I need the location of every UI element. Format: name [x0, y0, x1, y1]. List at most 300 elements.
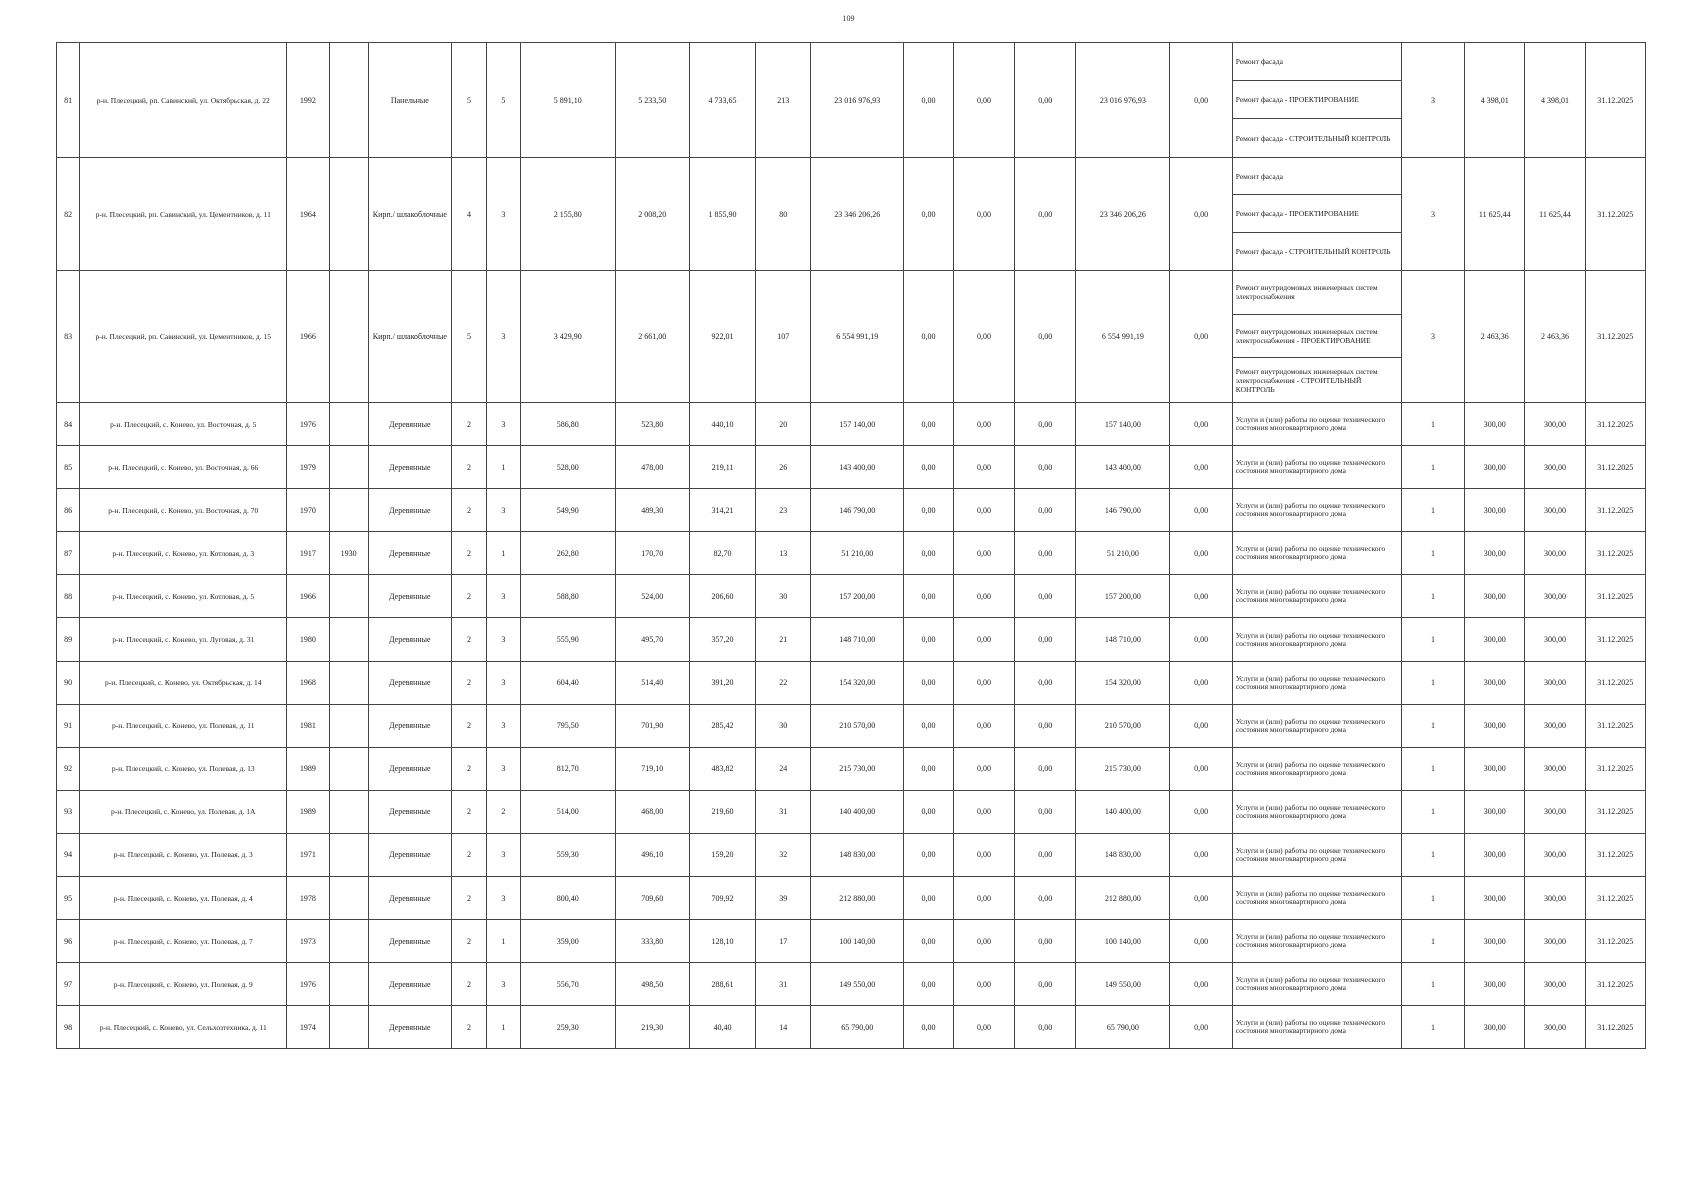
- deadline: 31.12.2025: [1585, 833, 1645, 876]
- total-area: 262,80: [520, 532, 615, 575]
- unit-cost: 300,00: [1465, 747, 1525, 790]
- floors-count: 2: [452, 963, 487, 1006]
- fund-other: 0,00: [1170, 747, 1232, 790]
- address-cell: р-н. Плесецкий, с. Конево, ул. Полевая, д. 9: [80, 963, 287, 1006]
- unit-cost-limit: 300,00: [1525, 790, 1585, 833]
- fund-local: 0,00: [1015, 618, 1076, 661]
- fund-regional: 0,00: [953, 43, 1014, 158]
- fund-owners: 100 140,00: [1076, 920, 1170, 963]
- fund-federal: 0,00: [904, 271, 954, 403]
- fund-federal: 0,00: [904, 403, 954, 446]
- wall-material: Деревянные: [368, 704, 451, 747]
- row-number: 94: [57, 833, 80, 876]
- entrances-count: 1: [486, 920, 520, 963]
- floors-count: 2: [452, 747, 487, 790]
- fund-regional: 0,00: [953, 158, 1014, 271]
- floors-count: 2: [452, 661, 487, 704]
- table-body: [57, 43, 1646, 1049]
- fund-owners: 210 570,00: [1076, 704, 1170, 747]
- unit-cost: 300,00: [1465, 532, 1525, 575]
- wall-material: Деревянные: [368, 833, 451, 876]
- fund-federal: 0,00: [904, 920, 954, 963]
- address-cell: р-н. Плесецкий, с. Конево, ул. Полевая, д. 4: [80, 877, 287, 920]
- premises-area: 514,40: [615, 661, 689, 704]
- total-cost: 51 210,00: [811, 532, 904, 575]
- fund-regional: 0,00: [953, 1006, 1014, 1049]
- premises-area: 719,10: [615, 747, 689, 790]
- row-number: 96: [57, 920, 80, 963]
- unit-cost-limit: 300,00: [1525, 618, 1585, 661]
- fund-local: 0,00: [1015, 403, 1076, 446]
- entrances-count: 3: [486, 271, 520, 403]
- table-row: [57, 446, 1646, 489]
- work-count: 1: [1401, 618, 1464, 661]
- deadline: 31.12.2025: [1585, 532, 1645, 575]
- row-number: 84: [57, 403, 80, 446]
- residents-count: 213: [756, 43, 811, 158]
- table-row: [57, 403, 1646, 446]
- total-area: 812,70: [520, 747, 615, 790]
- fund-federal: 0,00: [904, 43, 954, 158]
- residential-area: 357,20: [689, 618, 756, 661]
- year-reconstruction: [329, 833, 368, 876]
- address-cell: р-н. Плесецкий, с. Конево, ул. Сельхозтехника, д. 11: [80, 1006, 287, 1049]
- unit-cost-limit: 300,00: [1525, 532, 1585, 575]
- fund-other: 0,00: [1170, 446, 1232, 489]
- fund-owners: 157 200,00: [1076, 575, 1170, 618]
- fund-federal: 0,00: [904, 446, 954, 489]
- total-cost: 210 570,00: [811, 704, 904, 747]
- residents-count: 13: [756, 532, 811, 575]
- wall-material: Деревянные: [368, 920, 451, 963]
- floors-count: 5: [452, 271, 487, 403]
- premises-area: 489,30: [615, 489, 689, 532]
- fund-regional: 0,00: [953, 271, 1014, 403]
- fund-federal: 0,00: [904, 575, 954, 618]
- fund-regional: 0,00: [953, 747, 1014, 790]
- entrances-count: 3: [486, 158, 520, 271]
- unit-cost-limit: 300,00: [1525, 833, 1585, 876]
- fund-local: 0,00: [1015, 158, 1076, 271]
- table-row: [57, 271, 1646, 403]
- work-count: 1: [1401, 963, 1464, 1006]
- premises-area: 495,70: [615, 618, 689, 661]
- residential-area: 483,82: [689, 747, 756, 790]
- work-type-item: Ремонт фасада - СТРОИТЕЛЬНЫЙ КОНТРОЛЬ: [1235, 246, 1391, 256]
- premises-area: 2 661,00: [615, 271, 689, 403]
- premises-area: 498,50: [615, 963, 689, 1006]
- wall-material: Деревянные: [368, 575, 451, 618]
- residents-count: 24: [756, 747, 811, 790]
- work-types-cell: Услуги и (или) работы по оценке технического состояния многоквартирного дома: [1232, 661, 1401, 704]
- table-row: [57, 43, 1646, 158]
- table-row: [57, 575, 1646, 618]
- premises-area: 478,00: [615, 446, 689, 489]
- fund-regional: 0,00: [953, 833, 1014, 876]
- table-row: [57, 489, 1646, 532]
- address-cell: р-н. Плесецкий, с. Конево, ул. Октябрьская, д. 14: [80, 661, 287, 704]
- residents-count: 30: [756, 575, 811, 618]
- work-type-item: Ремонт внутридомовых инженерных систем электроснабжения: [1233, 271, 1401, 315]
- work-count: 1: [1401, 489, 1464, 532]
- residential-area: 206,60: [689, 575, 756, 618]
- floors-count: 4: [452, 158, 487, 271]
- unit-cost: 300,00: [1465, 790, 1525, 833]
- work-types-cell: Услуги и (или) работы по оценке технического состояния многоквартирного дома: [1232, 747, 1401, 790]
- fund-other: 0,00: [1170, 618, 1232, 661]
- work-count: 1: [1401, 661, 1464, 704]
- fund-other: 0,00: [1170, 704, 1232, 747]
- entrances-count: 3: [486, 489, 520, 532]
- residents-count: 80: [756, 158, 811, 271]
- year-built: 1964: [287, 158, 329, 271]
- work-count: 1: [1401, 790, 1464, 833]
- unit-cost: 300,00: [1465, 877, 1525, 920]
- address-cell: р-н. Плесецкий, с. Конево, ул. Восточная, д. 5: [80, 403, 287, 446]
- residents-count: 14: [756, 1006, 811, 1049]
- year-built: 1989: [287, 790, 329, 833]
- unit-cost-limit: 300,00: [1525, 446, 1585, 489]
- row-number: 89: [57, 618, 80, 661]
- premises-area: 333,80: [615, 920, 689, 963]
- total-area: 588,80: [520, 575, 615, 618]
- wall-material: Деревянные: [368, 877, 451, 920]
- fund-local: 0,00: [1015, 532, 1076, 575]
- year-built: 1980: [287, 618, 329, 661]
- total-area: 795,50: [520, 704, 615, 747]
- row-number: 97: [57, 963, 80, 1006]
- total-cost: 143 400,00: [811, 446, 904, 489]
- wall-material: Панельные: [368, 43, 451, 158]
- floors-count: 2: [452, 920, 487, 963]
- work-types-cell: Услуги и (или) работы по оценке технического состояния многоквартирного дома: [1232, 489, 1401, 532]
- deadline: 31.12.2025: [1585, 271, 1645, 403]
- deadline: 31.12.2025: [1585, 575, 1645, 618]
- deadline: 31.12.2025: [1585, 704, 1645, 747]
- entrances-count: 3: [486, 618, 520, 661]
- table-row: [57, 158, 1646, 271]
- year-reconstruction: [329, 403, 368, 446]
- fund-regional: 0,00: [953, 661, 1014, 704]
- floors-count: 2: [452, 877, 487, 920]
- fund-regional: 0,00: [953, 532, 1014, 575]
- unit-cost: 300,00: [1465, 920, 1525, 963]
- residential-area: 922,01: [689, 271, 756, 403]
- work-count: 3: [1401, 158, 1464, 271]
- year-built: 1970: [287, 489, 329, 532]
- entrances-count: 3: [486, 575, 520, 618]
- fund-federal: 0,00: [904, 489, 954, 532]
- work-type-item: Ремонт внутридомовых инженерных систем электроснабжения - ПРОЕКТИРОВАНИЕ: [1233, 315, 1401, 359]
- wall-material: Деревянные: [368, 790, 451, 833]
- entrances-count: 3: [486, 661, 520, 704]
- total-area: 528,00: [520, 446, 615, 489]
- fund-federal: 0,00: [904, 833, 954, 876]
- table-row: [57, 1006, 1646, 1049]
- fund-regional: 0,00: [953, 446, 1014, 489]
- work-types-cell: Услуги и (или) работы по оценке технического состояния многоквартирного дома: [1232, 532, 1401, 575]
- total-area: 259,30: [520, 1006, 615, 1049]
- year-built: 1979: [287, 446, 329, 489]
- fund-local: 0,00: [1015, 833, 1076, 876]
- year-reconstruction: [329, 920, 368, 963]
- year-reconstruction: [329, 618, 368, 661]
- work-count: 1: [1401, 920, 1464, 963]
- deadline: 31.12.2025: [1585, 446, 1645, 489]
- residential-area: 82,70: [689, 532, 756, 575]
- fund-regional: 0,00: [953, 920, 1014, 963]
- work-count: 1: [1401, 403, 1464, 446]
- wall-material: Деревянные: [368, 963, 451, 1006]
- total-area: 2 155,80: [520, 158, 615, 271]
- work-count: 3: [1401, 271, 1464, 403]
- entrances-count: 1: [486, 1006, 520, 1049]
- residents-count: 23: [756, 489, 811, 532]
- total-cost: 140 400,00: [811, 790, 904, 833]
- fund-regional: 0,00: [953, 489, 1014, 532]
- unit-cost-limit: 300,00: [1525, 661, 1585, 704]
- fund-other: 0,00: [1170, 920, 1232, 963]
- table-row: [57, 704, 1646, 747]
- unit-cost-limit: 300,00: [1525, 920, 1585, 963]
- year-reconstruction: 1930: [329, 532, 368, 575]
- unit-cost-limit: 300,00: [1525, 963, 1585, 1006]
- residents-count: 39: [756, 877, 811, 920]
- work-types-cell: Услуги и (или) работы по оценке технического состояния многоквартирного дома: [1232, 877, 1401, 920]
- year-reconstruction: [329, 661, 368, 704]
- work-type-item: Ремонт фасада - ПРОЕКТИРОВАНИЕ: [1233, 195, 1401, 232]
- capital-repair-table: [56, 42, 1646, 1049]
- entrances-count: 3: [486, 403, 520, 446]
- unit-cost: 300,00: [1465, 963, 1525, 1006]
- floors-count: 2: [452, 575, 487, 618]
- year-built: 1917: [287, 532, 329, 575]
- address-cell: р-н. Плесецкий, рп. Савинский, ул. Цементников, д. 11: [80, 158, 287, 271]
- table-row: [57, 532, 1646, 575]
- table-row: [57, 747, 1646, 790]
- unit-cost: 300,00: [1465, 489, 1525, 532]
- fund-regional: 0,00: [953, 575, 1014, 618]
- work-types-cell: Услуги и (или) работы по оценке технического состояния многоквартирного дома: [1232, 446, 1401, 489]
- year-built: 1966: [287, 575, 329, 618]
- fund-other: 0,00: [1170, 963, 1232, 1006]
- residential-area: 285,42: [689, 704, 756, 747]
- fund-local: 0,00: [1015, 790, 1076, 833]
- year-reconstruction: [329, 1006, 368, 1049]
- work-types-cell: [1232, 271, 1401, 403]
- work-count: 1: [1401, 575, 1464, 618]
- residential-area: 219,11: [689, 446, 756, 489]
- work-types-cell: Услуги и (или) работы по оценке технического состояния многоквартирного дома: [1232, 618, 1401, 661]
- year-reconstruction: [329, 877, 368, 920]
- total-cost: 149 550,00: [811, 963, 904, 1006]
- fund-federal: 0,00: [904, 618, 954, 661]
- premises-area: 701,90: [615, 704, 689, 747]
- residential-area: 391,20: [689, 661, 756, 704]
- wall-material: Деревянные: [368, 1006, 451, 1049]
- year-built: 1968: [287, 661, 329, 704]
- work-count: 1: [1401, 1006, 1464, 1049]
- premises-area: 468,00: [615, 790, 689, 833]
- work-type-item: Ремонт фасада: [1233, 158, 1401, 195]
- year-built: 1973: [287, 920, 329, 963]
- deadline: 31.12.2025: [1585, 489, 1645, 532]
- fund-other: 0,00: [1170, 532, 1232, 575]
- row-number: 88: [57, 575, 80, 618]
- fund-other: 0,00: [1170, 1006, 1232, 1049]
- residents-count: 17: [756, 920, 811, 963]
- deadline: 31.12.2025: [1585, 1006, 1645, 1049]
- fund-other: 0,00: [1170, 661, 1232, 704]
- year-reconstruction: [329, 446, 368, 489]
- year-reconstruction: [329, 158, 368, 271]
- deadline: 31.12.2025: [1585, 747, 1645, 790]
- unit-cost: 300,00: [1465, 403, 1525, 446]
- deadline: 31.12.2025: [1585, 43, 1645, 158]
- fund-local: 0,00: [1015, 704, 1076, 747]
- year-reconstruction: [329, 704, 368, 747]
- fund-federal: 0,00: [904, 158, 954, 271]
- address-cell: р-н. Плесецкий, с. Конево, ул. Полевая, д. 1А: [80, 790, 287, 833]
- unit-cost: 300,00: [1465, 1006, 1525, 1049]
- residents-count: 20: [756, 403, 811, 446]
- floors-count: 2: [452, 489, 487, 532]
- work-types-cell: Услуги и (или) работы по оценке технического состояния многоквартирного дома: [1232, 575, 1401, 618]
- unit-cost: 300,00: [1465, 446, 1525, 489]
- unit-cost-limit: 4 398,01: [1525, 43, 1585, 158]
- unit-cost: 11 625,44: [1465, 158, 1525, 271]
- residential-area: 1 855,90: [689, 158, 756, 271]
- wall-material: Деревянные: [368, 489, 451, 532]
- work-type-item: Ремонт внутридомовых инженерных систем электроснабжения - СТРОИТЕЛЬНЫЙ КОНТРОЛЬ: [1235, 366, 1378, 394]
- row-number: 95: [57, 877, 80, 920]
- work-types-cell: Услуги и (или) работы по оценке технического состояния многоквартирного дома: [1232, 963, 1401, 1006]
- entrances-count: 3: [486, 833, 520, 876]
- fund-owners: 23 346 206,26: [1076, 158, 1170, 271]
- year-built: 1976: [287, 403, 329, 446]
- premises-area: 170,70: [615, 532, 689, 575]
- premises-area: 5 233,50: [615, 43, 689, 158]
- total-area: 556,70: [520, 963, 615, 1006]
- floors-count: 2: [452, 618, 487, 661]
- row-number: 85: [57, 446, 80, 489]
- work-count: 1: [1401, 833, 1464, 876]
- fund-regional: 0,00: [953, 963, 1014, 1006]
- unit-cost-limit: 11 625,44: [1525, 158, 1585, 271]
- fund-owners: 140 400,00: [1076, 790, 1170, 833]
- unit-cost-limit: 300,00: [1525, 704, 1585, 747]
- total-area: 559,30: [520, 833, 615, 876]
- total-area: 359,00: [520, 920, 615, 963]
- work-count: 1: [1401, 704, 1464, 747]
- table-row: [57, 618, 1646, 661]
- fund-federal: 0,00: [904, 747, 954, 790]
- deadline: 31.12.2025: [1585, 661, 1645, 704]
- premises-area: 523,80: [615, 403, 689, 446]
- residents-count: 22: [756, 661, 811, 704]
- entrances-count: 1: [486, 532, 520, 575]
- row-number: 83: [57, 271, 80, 403]
- work-types-cell: Услуги и (или) работы по оценке технического состояния многоквартирного дома: [1232, 833, 1401, 876]
- entrances-count: 3: [486, 704, 520, 747]
- fund-other: 0,00: [1170, 790, 1232, 833]
- year-built: 1966: [287, 271, 329, 403]
- fund-local: 0,00: [1015, 43, 1076, 158]
- fund-owners: 23 016 976,93: [1076, 43, 1170, 158]
- address-cell: р-н. Плесецкий, с. Конево, ул. Котловая, д. 5: [80, 575, 287, 618]
- floors-count: 2: [452, 446, 487, 489]
- entrances-count: 5: [486, 43, 520, 158]
- work-types-cell: Услуги и (или) работы по оценке технического состояния многоквартирного дома: [1232, 1006, 1401, 1049]
- unit-cost-limit: 300,00: [1525, 747, 1585, 790]
- deadline: 31.12.2025: [1585, 877, 1645, 920]
- row-number: 92: [57, 747, 80, 790]
- year-built: 1974: [287, 1006, 329, 1049]
- fund-local: 0,00: [1015, 489, 1076, 532]
- residential-area: 4 733,65: [689, 43, 756, 158]
- fund-local: 0,00: [1015, 271, 1076, 403]
- total-area: 5 891,10: [520, 43, 615, 158]
- fund-owners: 154 320,00: [1076, 661, 1170, 704]
- work-types-cell: Услуги и (или) работы по оценке технического состояния многоквартирного дома: [1232, 790, 1401, 833]
- address-cell: р-н. Плесецкий, с. Конево, ул. Полевая, д. 7: [80, 920, 287, 963]
- table-row: [57, 963, 1646, 1006]
- fund-other: 0,00: [1170, 158, 1232, 271]
- row-number: 93: [57, 790, 80, 833]
- total-cost: 65 790,00: [811, 1006, 904, 1049]
- work-type-item: Ремонт фасада - ПРОЕКТИРОВАНИЕ: [1233, 81, 1401, 119]
- address-cell: р-н. Плесецкий, с. Конево, ул. Восточная, д. 66: [80, 446, 287, 489]
- year-built: 1981: [287, 704, 329, 747]
- address-cell: р-н. Плесецкий, с. Конево, ул. Луговая, д. 31: [80, 618, 287, 661]
- residential-area: 709,92: [689, 877, 756, 920]
- work-count: 1: [1401, 747, 1464, 790]
- deadline: 31.12.2025: [1585, 790, 1645, 833]
- total-area: 549,90: [520, 489, 615, 532]
- premises-area: 709,60: [615, 877, 689, 920]
- total-cost: 212 880,00: [811, 877, 904, 920]
- wall-material: Деревянные: [368, 403, 451, 446]
- row-number: 81: [57, 43, 80, 158]
- residents-count: 31: [756, 790, 811, 833]
- unit-cost: 300,00: [1465, 661, 1525, 704]
- year-reconstruction: [329, 747, 368, 790]
- year-built: 1989: [287, 747, 329, 790]
- residents-count: 21: [756, 618, 811, 661]
- unit-cost-limit: 300,00: [1525, 877, 1585, 920]
- entrances-count: 1: [486, 446, 520, 489]
- work-types-cell: Услуги и (или) работы по оценке технического состояния многоквартирного дома: [1232, 704, 1401, 747]
- total-cost: 23 346 206,26: [811, 158, 904, 271]
- unit-cost: 300,00: [1465, 618, 1525, 661]
- residential-area: 314,21: [689, 489, 756, 532]
- work-count: 1: [1401, 446, 1464, 489]
- fund-other: 0,00: [1170, 403, 1232, 446]
- fund-owners: 6 554 991,19: [1076, 271, 1170, 403]
- total-area: 555,90: [520, 618, 615, 661]
- wall-material: Деревянные: [368, 618, 451, 661]
- year-reconstruction: [329, 790, 368, 833]
- total-area: 3 429,90: [520, 271, 615, 403]
- fund-owners: 143 400,00: [1076, 446, 1170, 489]
- fund-regional: 0,00: [953, 618, 1014, 661]
- residents-count: 31: [756, 963, 811, 1006]
- row-number: 82: [57, 158, 80, 271]
- premises-area: 219,30: [615, 1006, 689, 1049]
- row-number: 87: [57, 532, 80, 575]
- work-count: 3: [1401, 43, 1464, 158]
- unit-cost-limit: 2 463,36: [1525, 271, 1585, 403]
